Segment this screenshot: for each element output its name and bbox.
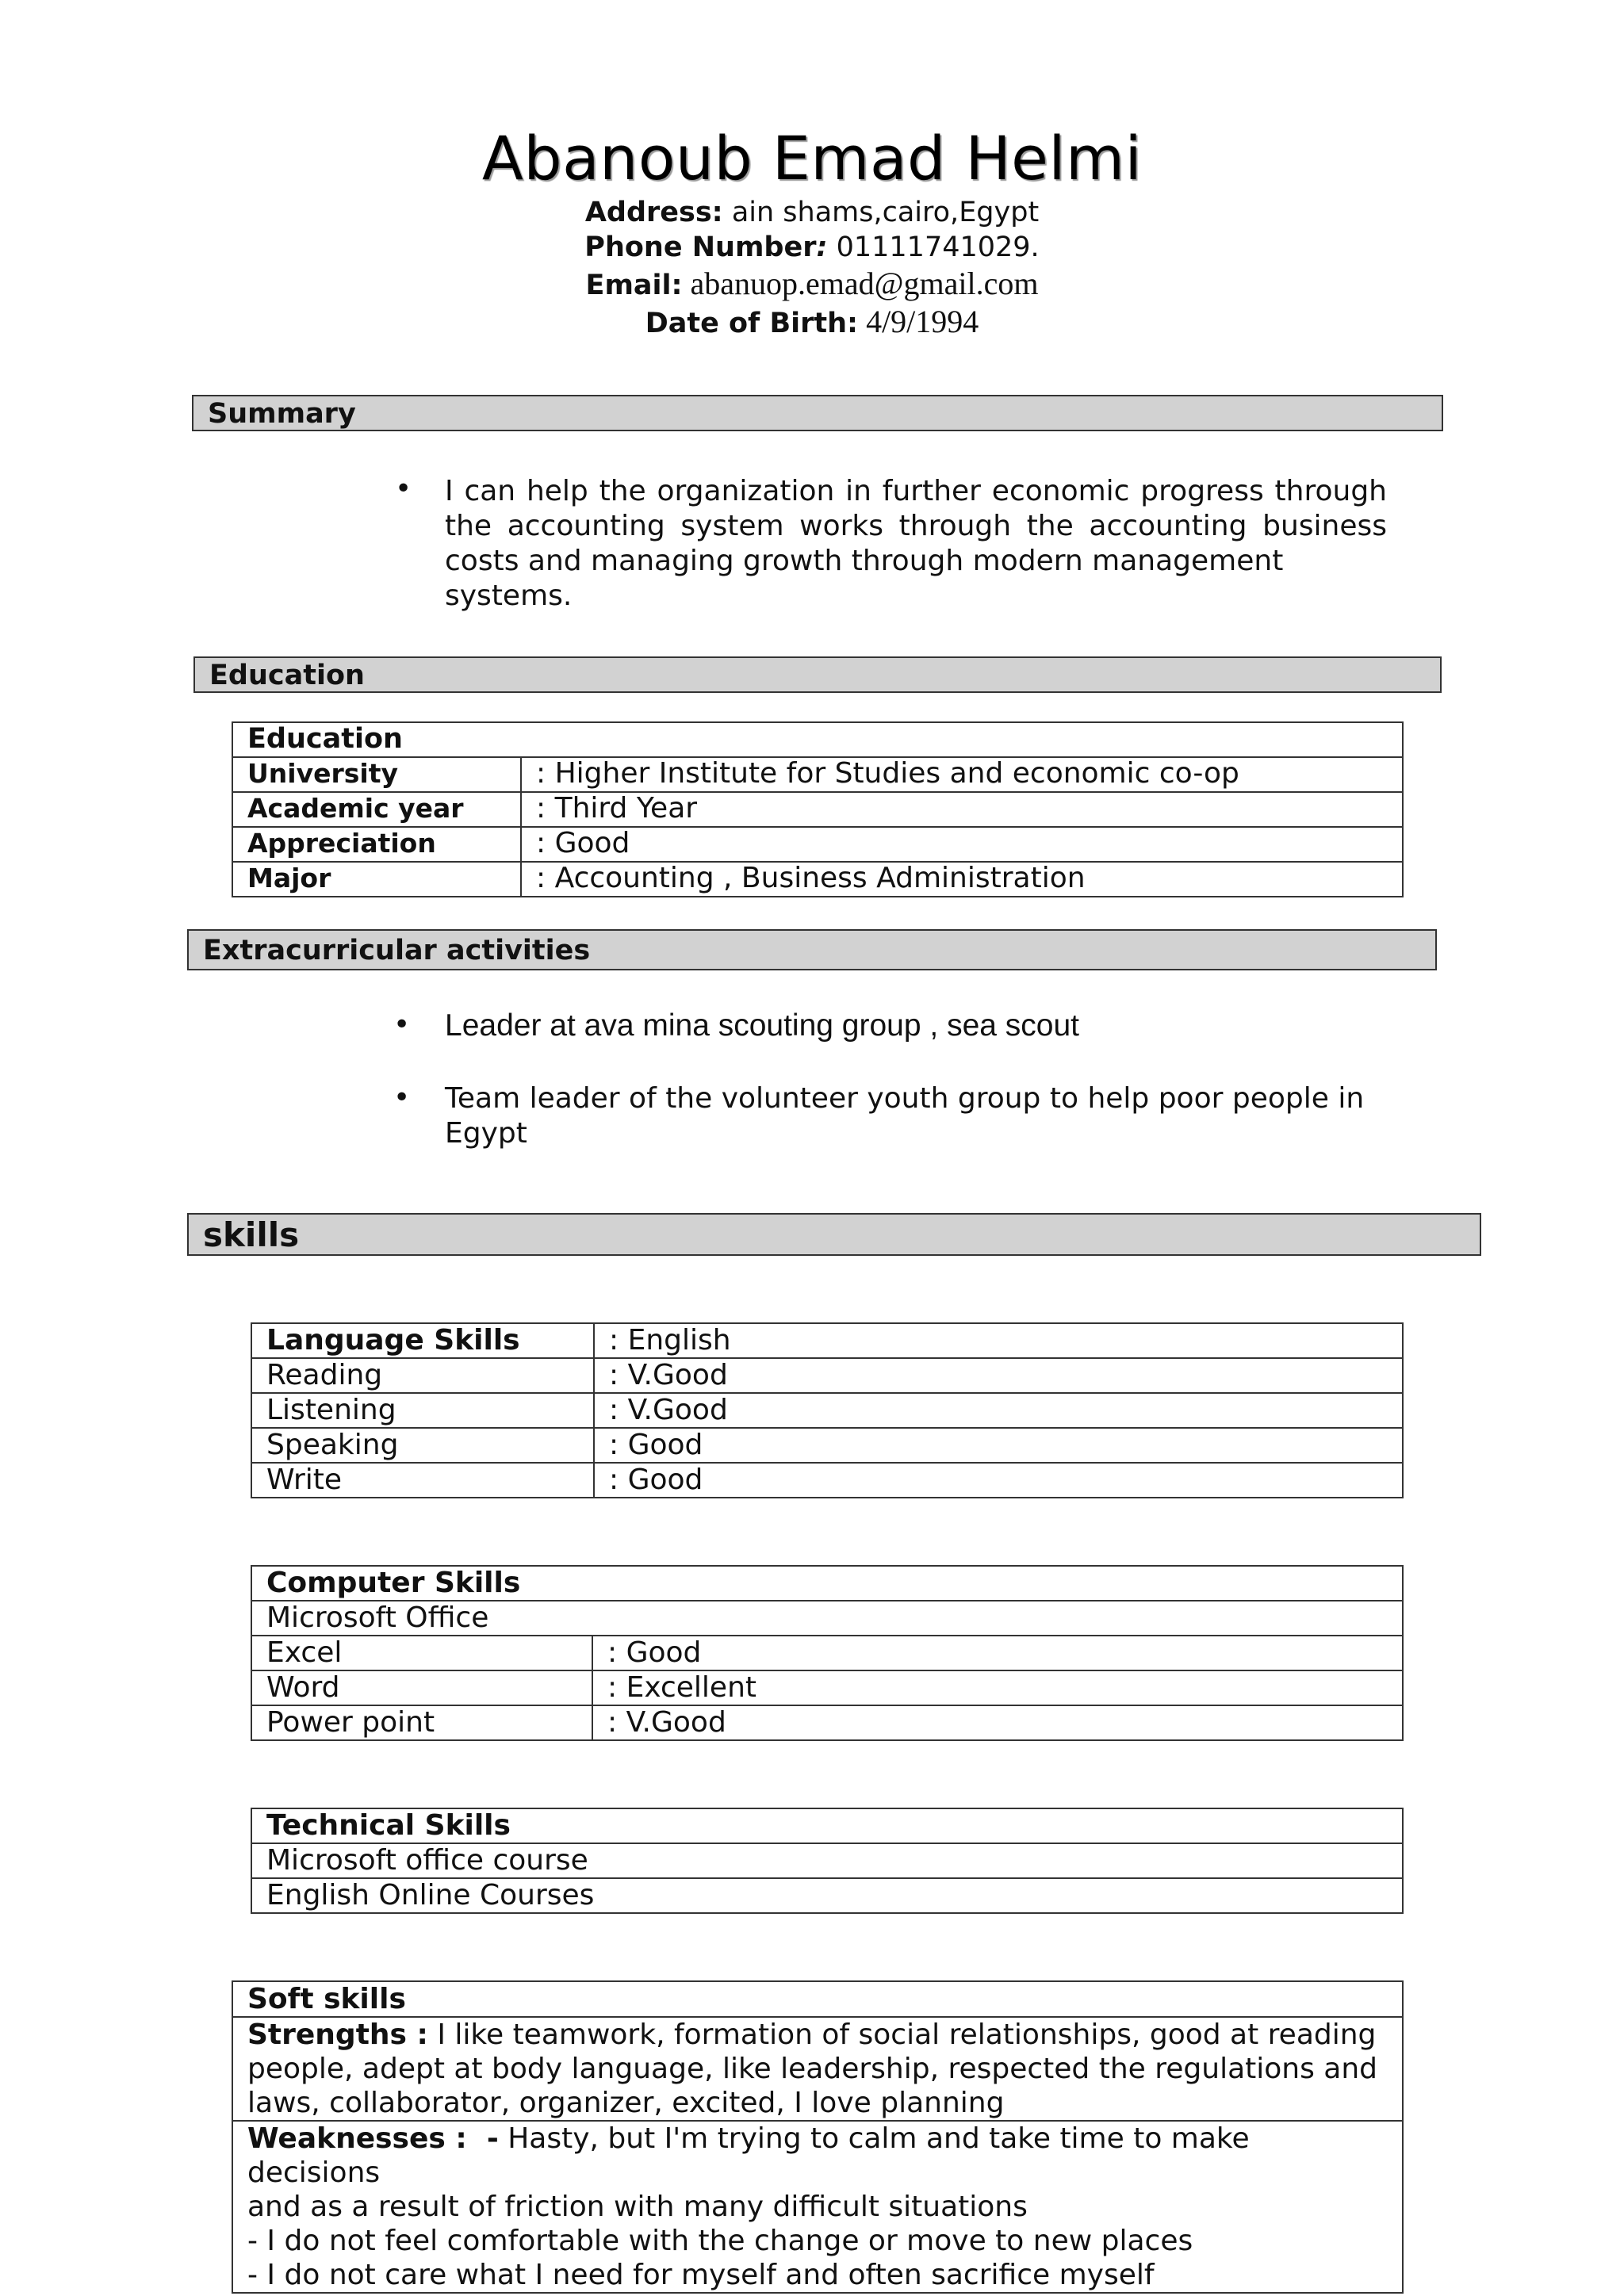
address-value: ain shams,cairo,Egypt — [722, 197, 1040, 228]
candidate-name: Abanoub Emad Helmi — [481, 123, 1143, 193]
strengths-line: laws, collaborator, organizer, excited, I love planning — [247, 2087, 1005, 2119]
extracurricular-line: Team leader of the volunteer youth group to help poor people in — [445, 1082, 1365, 1115]
weaknesses-cell — [232, 2121, 1403, 2293]
summary-line: costs and managing growth through modern management systems. — [445, 545, 1284, 612]
strengths-label: Strengths : — [247, 2019, 428, 2051]
table-row — [251, 1393, 1403, 1428]
email-label: Email: — [585, 270, 683, 301]
table-row — [232, 862, 1403, 897]
strengths-line: I like teamwork, formation of social relationships, good at reading — [427, 2019, 1377, 2051]
education-label: University — [232, 757, 521, 792]
dob-line — [0, 303, 1624, 340]
computer-skill-value: : Excellent — [592, 1670, 1403, 1705]
phone-line — [0, 232, 1624, 263]
list-item — [445, 1081, 1396, 1151]
language-skill-label: Write — [251, 1463, 594, 1498]
computer-skill-value: : V.Good — [592, 1705, 1403, 1740]
computer-skills-table — [251, 1565, 1404, 1741]
address-line — [0, 197, 1624, 228]
table-row — [251, 1428, 1403, 1463]
table-row — [232, 792, 1403, 827]
table-row — [251, 1705, 1403, 1740]
computer-skill-label: Word — [251, 1670, 592, 1705]
strengths-line: people, adept at body language, like leadership, respected the regulations and — [247, 2053, 1378, 2085]
extracurricular-section-header: Extracurricular activities — [187, 929, 1437, 970]
summary-text — [445, 474, 1387, 614]
extracurricular-bullet: • — [393, 1081, 411, 1114]
table-row — [232, 757, 1403, 792]
weaknesses-line: - I do not care what I need for myself and often sacrifice myself — [247, 2259, 1155, 2291]
summary-bullet: • — [395, 473, 412, 505]
strengths-cell — [232, 2017, 1403, 2121]
language-skill-value: : V.Good — [594, 1393, 1403, 1428]
weaknesses-line: Hasty, but I'm trying to calm and take time to make decisions — [247, 2122, 1250, 2189]
education-value: : Higher Institute for Studies and economic co-op — [521, 757, 1403, 792]
summary-section-header: Summary — [192, 395, 1443, 431]
education-label: Major — [232, 862, 521, 897]
phone-value: 01111741029. — [827, 232, 1040, 263]
education-value: : Good — [521, 827, 1403, 862]
table-row — [232, 2017, 1403, 2121]
dob-label: Date of Birth: — [645, 308, 859, 339]
summary-line: the accounting system works through the accounting business — [445, 510, 1387, 542]
education-value: : Third Year — [521, 792, 1403, 827]
list-item — [445, 1008, 1396, 1043]
email-line — [0, 265, 1624, 302]
technical-skill-item: English Online Courses — [251, 1878, 1403, 1913]
computer-skills-title: Computer Skills — [251, 1566, 1403, 1601]
extracurricular-line: Leader at ava mina scouting group , sea scout — [445, 1008, 1079, 1043]
computer-skill-label: Power point — [251, 1705, 592, 1740]
table-row — [251, 1843, 1403, 1878]
language-skill-value: : Good — [594, 1428, 1403, 1463]
dob-value: 4/9/1994 — [858, 304, 979, 339]
language-skill-label: Speaking — [251, 1428, 594, 1463]
soft-skills-table — [232, 1980, 1404, 2294]
education-value: : Accounting , Business Administration — [521, 862, 1403, 897]
table-row — [251, 1323, 1403, 1358]
table-row — [251, 1670, 1403, 1705]
computer-skill-label: Excel — [251, 1636, 592, 1670]
education-table — [232, 721, 1404, 897]
phone-colon: : — [816, 232, 828, 263]
technical-skill-item: Microsoft office course — [251, 1843, 1403, 1878]
language-skill-value: : V.Good — [594, 1358, 1403, 1393]
table-row — [251, 1878, 1403, 1913]
language-skills-header-label: Language Skills — [251, 1323, 594, 1358]
table-row — [251, 1636, 1403, 1670]
education-section-header: Education — [193, 656, 1442, 693]
table-row — [232, 827, 1403, 862]
language-skills-header-value: : English — [594, 1323, 1403, 1358]
weaknesses-label: Weaknesses : - — [247, 2122, 499, 2155]
email-value: abanuop.emad@gmail.com — [682, 266, 1039, 301]
education-table-title: Education — [232, 722, 1403, 757]
phone-label: Phone Number — [584, 232, 817, 263]
extracurricular-bullet: • — [393, 1008, 411, 1041]
table-row — [251, 1463, 1403, 1498]
language-skill-label: Reading — [251, 1358, 594, 1393]
technical-skills-title: Technical Skills — [251, 1808, 1403, 1843]
language-skill-label: Listening — [251, 1393, 594, 1428]
soft-skills-title: Soft skills — [232, 1981, 1403, 2017]
computer-skills-subtitle: Microsoft Office — [251, 1601, 1403, 1636]
education-label: Appreciation — [232, 827, 521, 862]
technical-skills-table — [251, 1808, 1404, 1914]
education-label: Academic year — [232, 792, 521, 827]
language-skill-value: : Good — [594, 1463, 1403, 1498]
language-skills-table — [251, 1322, 1404, 1498]
table-row — [251, 1358, 1403, 1393]
weaknesses-line: and as a result of friction with many difficult situations — [247, 2191, 1028, 2223]
table-row — [232, 2121, 1403, 2293]
summary-line: I can help the organization in further economic progress through — [445, 475, 1387, 507]
address-label: Address: — [584, 197, 723, 228]
extracurricular-line: Egypt — [445, 1117, 527, 1150]
skills-section-header: skills — [187, 1213, 1481, 1256]
computer-skill-value: : Good — [592, 1636, 1403, 1670]
weaknesses-line: - I do not feel comfortable with the change or move to new places — [247, 2225, 1193, 2257]
